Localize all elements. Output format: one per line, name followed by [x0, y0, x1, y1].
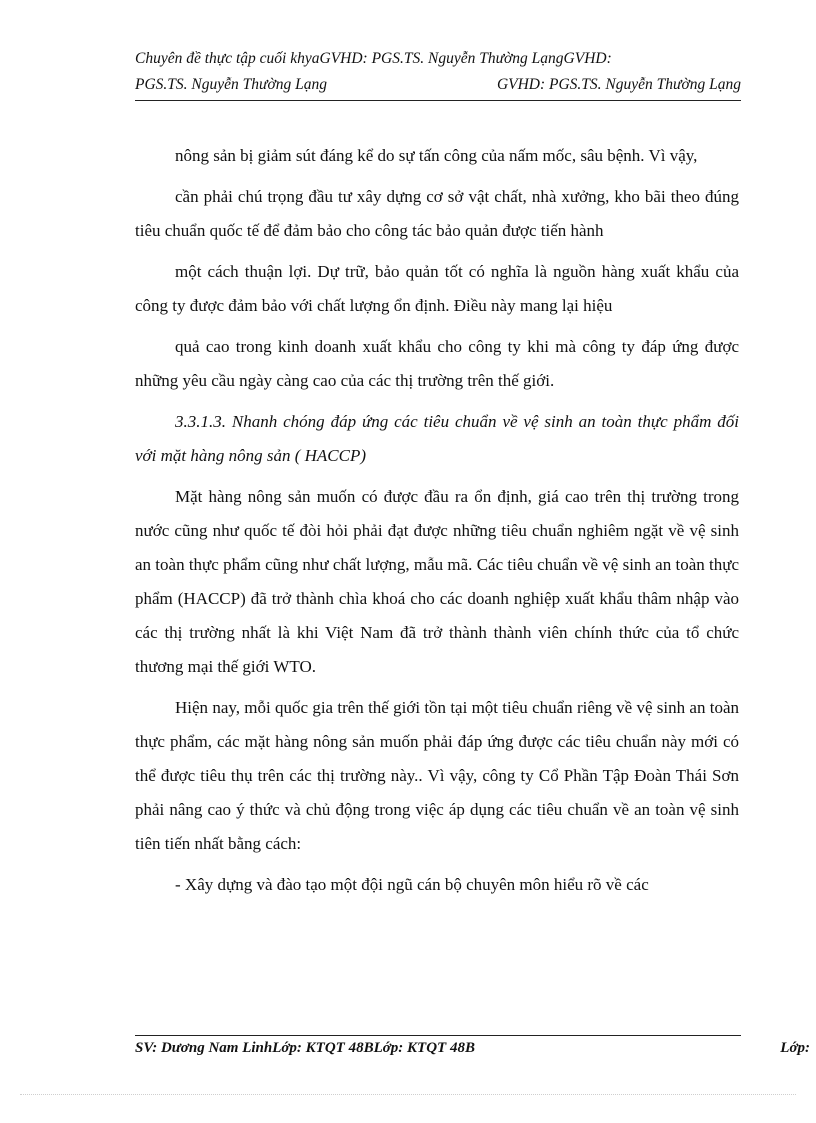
paragraph-6: Hiện nay, mỗi quốc gia trên thế giới tồn tại một tiêu chuẩn riêng về vệ sinh an toàn thực phẩm, các mặt hàng nông sản muốn phải đáp ứng được các tiêu chuẩn này mới có thể được tiêu thụ trên các thị trường này.. Vì vậy, công ty Cổ Phần Tập Đoàn Thái Sơn phải nâng cao ý thức và chủ động trong việc áp dụng các tiêu chuẩn về an toàn vệ sinh tiên tiến nhất bằng cách:: [135, 698, 739, 853]
header-line-2: [135, 72, 741, 98]
paragraph-2: cần phải chú trọng đầu tư xây dựng cơ sở vật chất, nhà xưởng, kho bãi theo đúng tiêu chuẩn quốc tế để đảm bảo cho công tác bảo quản được tiến hành: [135, 187, 739, 240]
section-heading: 3.3.1.3. Nhanh chóng đáp ứng các tiêu chuẩn về vệ sinh an toàn thực phẩm đối với mặt hàng nông sản ( HACCP): [135, 412, 739, 465]
page-footer: [135, 1040, 810, 1057]
header-line-1: Chuyên đề thực tập cuối khyaGVHD: PGS.TS. Nguyễn Thường LạngGVHD:: [135, 50, 612, 67]
page-header: [135, 46, 741, 101]
footer-class: Lớp:: [780, 1040, 810, 1056]
header-advisor-right: GVHD: PGS.TS. Nguyễn Thường Lạng: [496, 76, 741, 93]
paragraph-7: - Xây dựng và đào tạo một đội ngũ cán bộ chuyên môn hiểu rõ về các: [175, 875, 649, 894]
footer-student: SV: Dương Nam LinhLớp: KTQT 48BLớp: KTQT 48B: [135, 1040, 475, 1056]
page-bottom-border: [20, 1094, 796, 1095]
document-body: [135, 139, 739, 902]
header-advisor-left: PGS.TS. Nguyễn Thường Lạng: [135, 76, 327, 93]
paragraph-4: quả cao trong kinh doanh xuất khẩu cho công ty khi mà công ty đáp ứng được những yêu cầu ngày càng cao của các thị trường trên thế giới.: [135, 337, 739, 390]
paragraph-3: một cách thuận lợi. Dự trữ, bảo quản tốt có nghĩa là nguồn hàng xuất khẩu của công ty được đảm bảo với chất lượng ổn định. Điều này mang lại hiệu: [135, 262, 739, 315]
paragraph-1: nông sản bị giảm sút đáng kể do sự tấn công của nấm mốc, sâu bệnh. Vì vậy,: [175, 146, 698, 165]
paragraph-5: Mặt hàng nông sản muốn có được đầu ra ổn định, giá cao trên thị trường trong nước cũng như quốc tế đòi hỏi phải đạt được những tiêu chuẩn nghiêm ngặt về vệ sinh an toàn thực phẩm cũng như chất lượng, mẫu mã. Các tiêu chuẩn về vệ sinh an toàn thực phẩm (HACCP) đã trở thành chìa khoá cho các doanh nghiệp xuất khẩu thâm nhập vào các thị trường nhất là khi Việt Nam đã trở thành thành viên chính thức của tổ chức thương mại thế giới WTO.: [135, 487, 739, 676]
footer-divider: [135, 1035, 741, 1036]
